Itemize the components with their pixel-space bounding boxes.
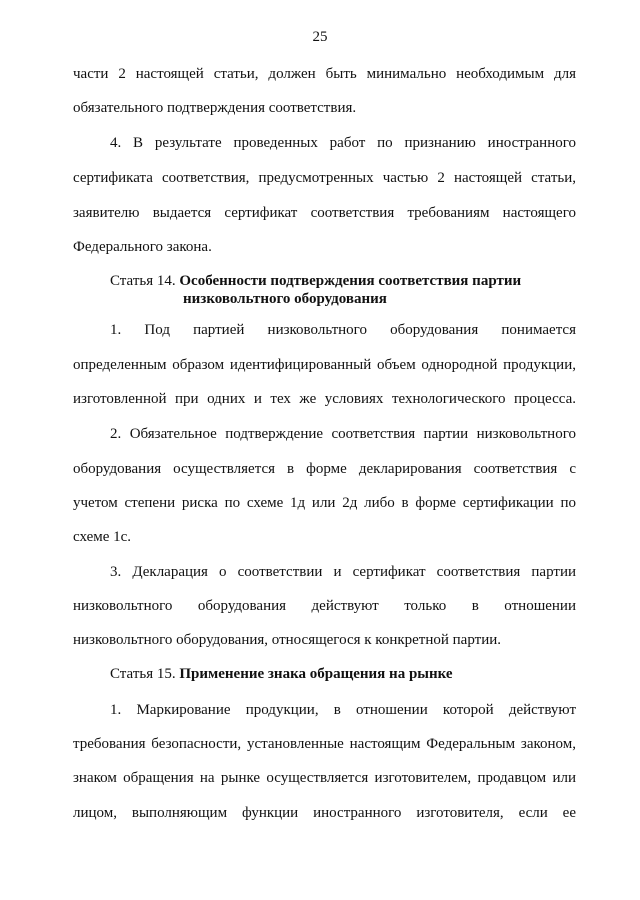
body-line: обязательного подтверждения соответствия.: [73, 100, 357, 116]
article-14-heading: [110, 271, 576, 291]
body-line: сертификата соответствия, предусмотренных частью 2 настоящей статьи,: [73, 170, 576, 186]
article-15-title: Применение знака обращения на рынке: [179, 666, 453, 682]
body-line: низковольтного оборудования, относящегося к конкретной партии.: [73, 632, 501, 648]
body-line: оборудования осуществляется в форме декларирования соответствия с: [73, 461, 576, 477]
body-line: 3. Декларация о соответствии и сертификат соответствия партии: [110, 564, 576, 580]
body-line: учетом степени риска по схеме 1д или 2д либо в форме сертификации по: [73, 495, 576, 511]
body-line: определенным образом идентифицированный объем однородной продукции,: [73, 357, 576, 373]
body-line: требования безопасности, установленные настоящим Федеральным законом,: [73, 736, 576, 752]
body-line: Федерального закона.: [73, 239, 212, 255]
body-line: низковольтного оборудования действуют только в отношении: [73, 598, 576, 614]
body-line: 1. Маркирование продукции, в отношении которой действуют: [110, 702, 576, 718]
article-15-label: Статья 15.: [110, 666, 176, 682]
article-14-title-cont: низковольтного оборудования: [183, 291, 387, 307]
page-number: 25: [312, 29, 328, 45]
body-line: лицом, выполняющим функции иностранного изготовителя, если ее: [73, 805, 576, 821]
body-line: схеме 1с.: [73, 529, 132, 545]
body-line: 1. Под партией низковольтного оборудования понимается: [110, 322, 576, 338]
body-line: части 2 настоящей статьи, должен быть минимально необходимым для: [73, 66, 576, 82]
body-line: заявителю выдается сертификат соответствия требованиям настоящего: [73, 205, 576, 221]
article-15-heading: [110, 664, 576, 684]
article-14-label: Статья 14.: [110, 273, 176, 289]
body-line: знаком обращения на рынке осуществляется изготовителем, продавцом или: [73, 770, 576, 786]
body-line: 2. Обязательное подтверждение соответствия партии низковольтного: [110, 426, 576, 442]
body-line: 4. В результате проведенных работ по признанию иностранного: [110, 135, 576, 151]
body-line: изготовленной при одних и тех же условиях технологического процесса.: [73, 391, 576, 407]
article-14-title: Особенности подтверждения соответствия партии: [179, 273, 522, 289]
